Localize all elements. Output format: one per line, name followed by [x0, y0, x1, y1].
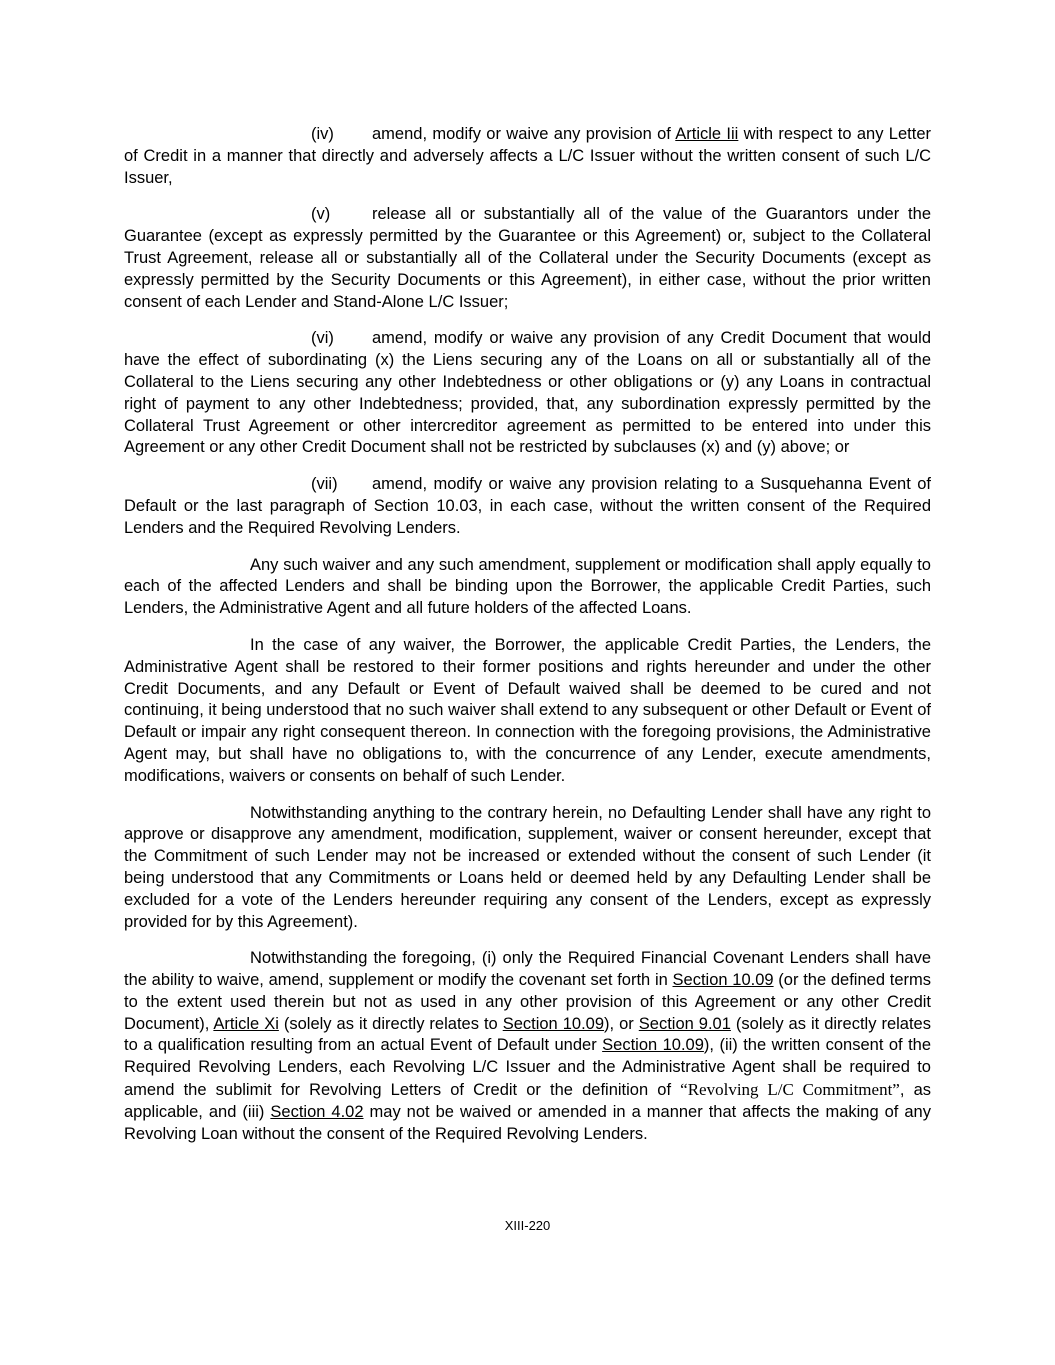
section-reference-link[interactable]: Section 9.01 — [638, 1014, 731, 1033]
document-body — [124, 124, 931, 1160]
section-reference-link[interactable]: Section 4.02 — [270, 1102, 364, 1121]
article-reference-link[interactable]: Article Iii — [675, 125, 739, 143]
paragraph-waiver-applicability — [124, 555, 931, 620]
clause-number: (v) — [311, 205, 331, 224]
clause-vi — [124, 328, 931, 459]
clause-text: amend, modify or waive any provision of any Credit Document that would have the effect of subordinating (x) the Liens securing any of the Loans on all or substantially all of the Collateral to the Liens securing any other Indebtedness or other obligations or (y) any Loans in contractual right of payment to any other Indebtedness; provided, that, any subordination expressly permitted by the Collateral Trust Agreement or other intercreditor agreement as permitted to be entered into under this Agreement or any other Credit Document shall not be restricted by subclauses (x) and (y) above; or — [124, 329, 931, 457]
paragraph-text: Any such waiver and any such amendment, supplement or modification shall apply equally to each of the affected Lenders and shall be binding upon the Borrower, the applicable Credit Parties, such Lenders, the Administrative Agent and all future holders of the affected Loans. — [124, 555, 931, 618]
paragraph-defaulting-lender — [124, 803, 931, 934]
clause-text: with respect to any Letter of Credit in a manner that directly and adversely affects a L/C Issuer without the written consent of such L/C Issuer, — [124, 125, 931, 187]
paragraph-text: ), (ii) the written consent of the Required Revolving Lenders, each Revolving L/C Issuer and the Administrative Agent shall be required to amend the sublimit for Revolving Letters of Credit or the definition of — [124, 1036, 932, 1100]
paragraph-financial-covenant — [124, 948, 931, 1145]
clause-text: amend, modify or waive any provision relating to a Susquehanna Event of Default or the last paragraph of Section 10.03, in each case, without the written consent of the Required Lenders and the Required Revolving Lenders. — [124, 475, 931, 537]
paragraph-text: ), or — [604, 1014, 639, 1033]
paragraph-waiver-effect — [124, 635, 931, 788]
page-number: XIII-220 — [504, 1218, 551, 1233]
clause-vii — [124, 474, 931, 539]
clause-number: (iv) — [311, 125, 334, 143]
clause-text: amend, modify or waive any provision of — [372, 125, 676, 143]
article-reference-link[interactable]: Article Xi — [213, 1014, 279, 1033]
clause-iv — [124, 124, 931, 189]
clause-number: (vii) — [311, 475, 338, 494]
clause-text: release all or substantially all of the value of the Guarantors under the Guarantee (except as expressly permitted by the Guarantee or this Agreement) or, subject to the Collateral Trust Agreement, release all or substantially all of the Collateral under the Security Documents (except as expressly permitted by the Security Documents or this Agreement), in either case, without the prior written consent of each Lender and Stand-Alone L/C Issuer; — [124, 205, 931, 311]
paragraph-text: , as applicable, and (iii) — [124, 1081, 931, 1121]
paragraph-text: In the case of any waiver, the Borrower, the applicable Credit Parties, the Lenders, the Administrative Agent shall be restored to their former positions and rights hereunder and under the other Credit Documents, and any Default or Event of Default waived shall be deemed to be cured and not continuing, it being understood that no such waiver shall extend to any subsequent or other Default or Event of Default or impair any right consequent thereon. In connection with the foregoing provisions, the Administrative Agent may, but shall have no obligations to, with the concurrence of any Lender, execute amendments, modifications, waivers or consents on behalf of such Lender. — [124, 635, 931, 785]
paragraph-text: Notwithstanding the foregoing, (i) only the Required Financial Covenant Lenders shall have the ability to waive, amend, supplement or modify the covenant set forth in — [124, 949, 931, 990]
section-reference-link[interactable]: Section 10.09 — [602, 1036, 704, 1055]
paragraph-text: (solely as it directly relates to a qualification resulting from an actual Event of Default under — [124, 1014, 931, 1055]
clause-number: (vi) — [311, 329, 334, 348]
section-reference-link[interactable]: Section 10.09 — [502, 1014, 605, 1033]
paragraph-text: may not be waived or amended in a manner that affects the making of any Revolving Loan without the consent of the Required Revolving Lenders. — [124, 1102, 931, 1143]
section-reference-link[interactable]: Section 10.09 — [672, 971, 774, 990]
clause-v — [124, 204, 931, 313]
defined-term: “Revolving L/C Commitment” — [680, 1080, 900, 1100]
paragraph-text: Notwithstanding anything to the contrary herein, no Defaulting Lender shall have any right to approve or disapprove any amendment, modification, supplement, waiver or consent hereunder, except that the Commitment of such Lender may not be increased or extended without the consent of such Lender (it being understood that any Commitments or Loans held or deemed held by any Defaulting Lender shall be excluded for a vote of the Lenders hereunder requiring any consent of the Lenders, except as expressly provided for by this Agreement). — [124, 803, 931, 931]
paragraph-text: (solely as it directly relates to — [278, 1014, 503, 1033]
paragraph-text: (or the defined terms to the extent used therein but not as used in any other provision of this Agreement or any other Credit Document), — [124, 971, 931, 1033]
